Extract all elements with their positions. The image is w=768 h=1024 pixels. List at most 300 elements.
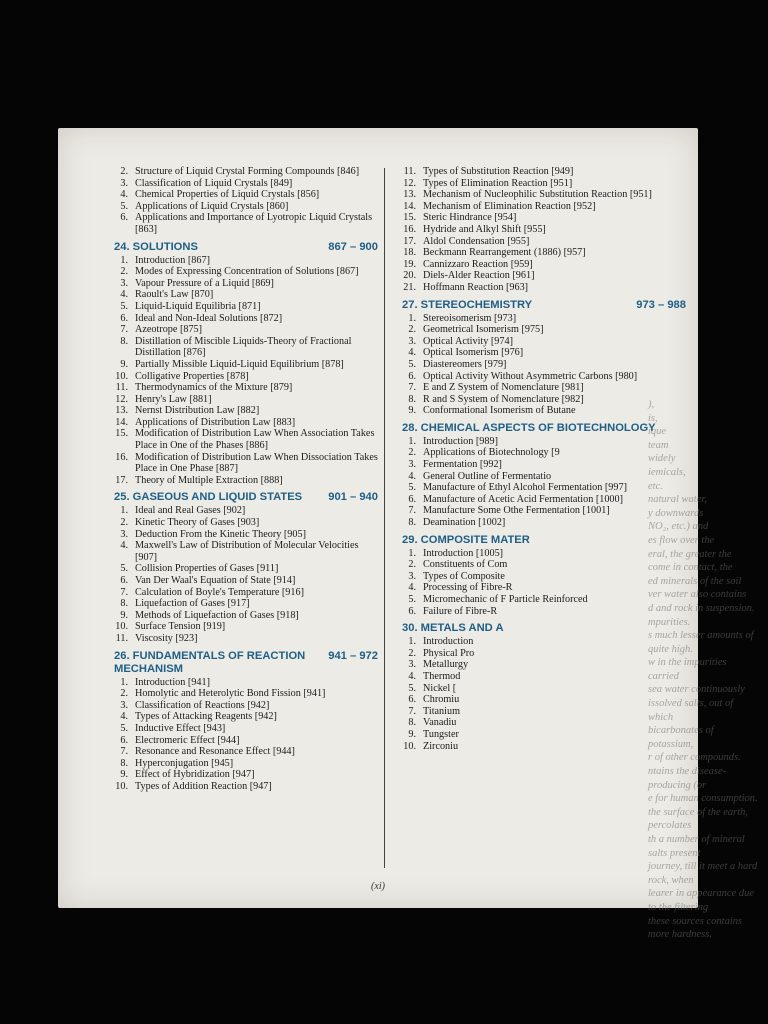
- section-page-range: 973 – 988: [636, 298, 686, 311]
- entry-title: Manufacture of Acetic Acid Fermentation [1000]: [423, 493, 624, 505]
- entry-title: Homolytic and Heterolytic Bond Fission [941]: [135, 688, 326, 700]
- entry-title: Mechanism of Elimination Reaction [952]: [423, 200, 596, 212]
- entry-title: Geometrical Isomerism [975]: [423, 324, 544, 336]
- toc-entry: [108, 178, 378, 190]
- entry-title: Effect of Hybridization [947]: [135, 769, 255, 781]
- toc-entry: [396, 683, 686, 695]
- bleed-line: NO₂, etc.) and: [648, 521, 709, 533]
- toc-entry: [108, 475, 378, 487]
- entry-number: 8.: [120, 335, 128, 347]
- bleed-line: natural water,: [648, 494, 707, 506]
- toc-entry: [108, 452, 378, 475]
- entry-title: Cannizzaro Reaction [959]: [423, 258, 533, 270]
- entry-number: 5.: [120, 200, 128, 212]
- entry-title: Types of Substitution Reaction [949]: [423, 166, 574, 177]
- toc-entry: [396, 636, 686, 648]
- entry-number: 9.: [120, 609, 128, 621]
- entry-number: 13.: [403, 189, 416, 201]
- bleed-line: ntains the disease-producing (or: [648, 766, 727, 791]
- entry-title: Types of Composite: [423, 570, 505, 582]
- toc-entry: [108, 405, 378, 417]
- toc-entry: [396, 606, 686, 618]
- entry-title: Metallurgy: [423, 659, 469, 671]
- entry-number: 3.: [120, 277, 128, 289]
- toc-entry: [396, 559, 686, 571]
- toc-entry: [108, 711, 378, 723]
- section-heading: [108, 650, 378, 676]
- toc-entry: [108, 382, 378, 394]
- bleed-line: issolved salts, out of which: [648, 698, 734, 723]
- toc-entry: [396, 166, 686, 178]
- entry-title: Mechanism of Nucleophilic Substitution Reaction [951]: [423, 189, 652, 201]
- toc-entry: [108, 598, 378, 610]
- toc-entry: [108, 189, 378, 201]
- entry-title: Diastereomers [979]: [423, 358, 507, 370]
- entry-number: 5.: [120, 722, 128, 734]
- entry-title: Partially Missible Liquid-Liquid Equilibrium [878]: [135, 358, 344, 370]
- toc-entry: [396, 324, 686, 336]
- entry-title: Colligative Properties [878]: [135, 370, 249, 382]
- entry-number: 2.: [408, 559, 416, 571]
- toc-entry: [108, 278, 378, 290]
- section-title: 30. METALS AND A: [402, 622, 504, 635]
- toc-entry: [108, 505, 378, 517]
- toc-entry: [108, 289, 378, 301]
- toc-entry: [108, 371, 378, 383]
- toc-entry: [396, 347, 686, 359]
- entry-title: Chemical Properties of Liquid Crystals [856]: [135, 189, 320, 201]
- entry-title: E and Z System of Nomenclature [981]: [423, 382, 584, 394]
- entry-number: 1.: [408, 547, 416, 559]
- entry-title: Azeotrope [875]: [135, 324, 203, 336]
- section-title: 25. GASEOUS AND LIQUID STATES: [114, 491, 303, 504]
- entry-number: 10.: [115, 780, 128, 792]
- entry-number: 1.: [120, 505, 128, 517]
- section-heading: [396, 622, 686, 635]
- entry-number: 2.: [120, 517, 128, 529]
- entry-number: 2.: [120, 688, 128, 700]
- toc-entry: [396, 259, 686, 271]
- entry-title: Physical Pro: [423, 647, 475, 659]
- entry-number: 4.: [408, 670, 416, 682]
- toc-entry: [396, 694, 686, 706]
- toc-entry: [108, 324, 378, 336]
- entry-number: 9.: [120, 358, 128, 370]
- bleed-line: eral, the greater the: [648, 548, 732, 560]
- toc-entry: [396, 313, 686, 325]
- toc-entry: [396, 517, 686, 529]
- bleed-line: th a number of mineral salts present: [648, 834, 745, 859]
- entry-number: 6.: [120, 575, 128, 586]
- entry-title: Types of Addition Reaction [947]: [135, 780, 272, 792]
- toc-entry: [396, 447, 686, 459]
- entry-title: Thermodynamics of the Mixture [879]: [135, 382, 293, 394]
- entry-number: 16.: [403, 223, 416, 235]
- entry-number: 8.: [408, 717, 416, 729]
- entry-title: Resonance and Resonance Effect [944]: [135, 746, 295, 758]
- entry-number: 6.: [120, 212, 128, 224]
- toc-entry: [396, 236, 686, 248]
- bleed-line: e for human consumption.: [648, 793, 758, 805]
- toc-entry: [396, 471, 686, 483]
- toc-left-column: [108, 166, 378, 793]
- entry-number: 1.: [120, 676, 128, 688]
- entry-number: 9.: [408, 405, 416, 417]
- entry-number: 5.: [120, 300, 128, 312]
- toc-entry: [108, 781, 378, 793]
- entry-number: 5.: [408, 594, 416, 605]
- entry-title: Types of Elimination Reaction [951]: [423, 177, 573, 189]
- toc-entry: [396, 224, 686, 236]
- bleed-line: etc.: [648, 480, 663, 492]
- entry-number: 3.: [120, 177, 128, 189]
- bleed-line: is,: [648, 412, 658, 424]
- toc-entry: [108, 575, 378, 587]
- bleed-line: team: [648, 439, 669, 451]
- entry-number: 1.: [120, 254, 128, 266]
- entry-number: 12.: [403, 177, 416, 189]
- entry-number: 7.: [120, 324, 128, 336]
- entry-title: Theory of Multiple Extraction [888]: [135, 474, 283, 486]
- entry-number: 3.: [408, 335, 416, 347]
- entry-title: Tungster: [423, 728, 459, 740]
- entry-title: Hydride and Alkyl Shift [955]: [423, 223, 546, 235]
- toc-entry: [108, 700, 378, 712]
- entry-title: Titanium: [423, 705, 460, 717]
- toc-entry: [396, 459, 686, 471]
- toc-entry: [108, 266, 378, 278]
- bleed-line: w in the impurities carried: [648, 657, 727, 682]
- entry-number: 7.: [120, 746, 128, 758]
- entry-number: 2.: [120, 266, 128, 278]
- entry-number: 6.: [120, 312, 128, 324]
- entry-number: 3.: [120, 528, 128, 540]
- entry-number: 5.: [408, 682, 416, 694]
- bleed-line: sea water continuously: [648, 684, 745, 696]
- entry-title: R and S System of Nomenclature [982]: [423, 393, 584, 405]
- entry-title: Inductive Effect [943]: [135, 722, 226, 734]
- entry-number: 9.: [120, 769, 128, 781]
- toc-entry: [396, 212, 686, 224]
- toc-entry: [396, 717, 686, 729]
- entry-number: 6.: [120, 734, 128, 746]
- entry-number: 14.: [115, 416, 128, 428]
- entry-title: Micromechanic of F Particle Reinforced: [423, 594, 588, 605]
- entry-number: 13.: [115, 405, 128, 417]
- entry-title: Chromiu: [423, 694, 460, 706]
- entry-number: 4.: [408, 582, 416, 594]
- entry-title: Introduction [867]: [135, 254, 210, 266]
- entry-number: 21.: [403, 281, 416, 293]
- toc-entry: [108, 417, 378, 429]
- entry-number: 6.: [408, 694, 416, 706]
- entry-number: 5.: [408, 482, 416, 494]
- page-number: (xi): [371, 881, 385, 892]
- entry-title: Applications of Distribution Law [883]: [135, 416, 296, 428]
- toc-entry: [108, 621, 378, 633]
- toc-entry: [108, 735, 378, 747]
- toc-entry: [108, 529, 378, 541]
- entry-number: 16.: [115, 451, 128, 463]
- entry-title: Ideal and Real Gases [902]: [135, 505, 246, 517]
- toc-entry: [108, 758, 378, 770]
- entry-title: Electromeric Effect [944]: [135, 734, 240, 746]
- entry-title: Constituents of Com: [423, 559, 508, 571]
- entry-number: 4.: [408, 470, 416, 482]
- entry-title: Calculation of Boyle's Temperature [916]: [135, 586, 304, 598]
- bleed-line: ver water also contains: [648, 589, 747, 601]
- toc-entry: [108, 166, 378, 178]
- toc-entry: [108, 313, 378, 325]
- entry-number: 12.: [115, 393, 128, 405]
- bleed-line: these sources contains more hardness.: [648, 915, 743, 941]
- entry-title: Optical Isomerism [976]: [423, 347, 524, 359]
- bleed-line: y downwards: [648, 507, 704, 519]
- entry-title: Introduction [989]: [423, 435, 498, 447]
- entry-title: Steric Hindrance [954]: [423, 212, 517, 224]
- toc-entry: [396, 371, 686, 383]
- entry-number: 15.: [115, 428, 128, 440]
- entry-number: 10.: [115, 621, 128, 633]
- entry-number: 8.: [120, 757, 128, 769]
- toc-entry: [108, 428, 378, 451]
- bleed-line: ique: [648, 426, 667, 438]
- entry-title: Vapour Pressure of a Liquid [869]: [135, 277, 274, 289]
- section-page-range: 941 – 972: [328, 649, 378, 662]
- toc-entry: [108, 610, 378, 622]
- entry-title: Surface Tension [919]: [135, 621, 226, 633]
- entry-number: 8.: [120, 598, 128, 610]
- entry-title: Fermentation [992]: [423, 459, 502, 471]
- entry-title: Types of Attacking Reagents [942]: [135, 711, 277, 723]
- bleed-line: learer in appearance due to the filtering: [648, 888, 755, 913]
- entry-title: Van Der Waal's Equation of State [914]: [135, 575, 296, 586]
- entry-number: 6.: [408, 493, 416, 505]
- entry-title: General Outline of Fermentatio: [423, 470, 552, 482]
- toc-entry: [396, 671, 686, 683]
- toc-entry: [396, 189, 686, 201]
- section-title: 29. COMPOSITE MATER: [402, 533, 530, 546]
- entry-title: Modification of Distribution Law When Association Takes Place in One of the Phases [886]: [135, 428, 375, 452]
- bleed-line: es flow over the: [648, 534, 715, 546]
- entry-title: Liquefaction of Gases [917]: [135, 598, 250, 610]
- entry-title: Modification of Distribution Law When Dissociation Takes Place in One Phase [887]: [135, 451, 378, 475]
- entry-title: Classification of Reactions [942]: [135, 699, 270, 711]
- entry-number: 11.: [115, 632, 128, 644]
- toc-entry: [108, 359, 378, 371]
- toc-entry: [396, 482, 686, 494]
- bleed-line: s much lesser amounts of: [648, 630, 754, 642]
- toc-entry: [396, 201, 686, 213]
- toc-entry: [396, 594, 686, 606]
- toc-entry: [108, 301, 378, 313]
- entry-number: 7.: [408, 505, 416, 517]
- toc-entry: [108, 587, 378, 599]
- section-heading: [108, 491, 378, 504]
- entry-title: Ideal and Non-Ideal Solutions [872]: [135, 312, 283, 324]
- entry-number: 3.: [120, 699, 128, 711]
- entry-number: 15.: [403, 212, 416, 224]
- toc-entry: [396, 382, 686, 394]
- toc-entry: [108, 723, 378, 735]
- entry-title: Vanadiu: [423, 717, 457, 729]
- entry-title: Introduction [941]: [135, 676, 210, 688]
- bleed-line: widely: [648, 453, 676, 465]
- entry-number: 7.: [120, 586, 128, 598]
- entry-number: 7.: [408, 705, 416, 717]
- toc-entry: [108, 769, 378, 781]
- entry-number: 5.: [120, 563, 128, 575]
- entry-number: 10.: [403, 740, 416, 752]
- bleed-line: bicarbonates of potassium,: [648, 725, 714, 750]
- toc-entry: [108, 394, 378, 406]
- toc-entry: [108, 677, 378, 689]
- toc-entry: [108, 563, 378, 575]
- section-title: 27. STEREOCHEMISTRY: [402, 298, 533, 311]
- entry-number: 2.: [408, 647, 416, 659]
- entry-title: Henry's Law [881]: [135, 393, 212, 405]
- toc-entry: [108, 255, 378, 267]
- entry-title: Collision Properties of Gases [911]: [135, 563, 279, 575]
- section-title: 24. SOLUTIONS: [114, 240, 198, 253]
- entry-title: Deduction From the Kinetic Theory [905]: [135, 528, 306, 540]
- entry-title: Methods of Liquefaction of Gases [918]: [135, 609, 299, 621]
- entry-number: 11.: [403, 166, 416, 177]
- toc-entry: [108, 540, 378, 563]
- entry-title: Hyperconjugation [945]: [135, 757, 234, 769]
- entry-number: 19.: [403, 258, 416, 270]
- entry-title: Manufacture of Ethyl Alcohol Fermentation [997]: [423, 482, 627, 494]
- entry-number: 20.: [403, 270, 416, 282]
- toc-entry: [396, 270, 686, 282]
- bleed-line: ),: [648, 399, 655, 410]
- entry-title: Beckmann Rearrangement (1886) [957]: [423, 247, 586, 259]
- entry-title: Stereoisomerism [973]: [423, 312, 517, 324]
- entry-number: 5.: [408, 358, 416, 370]
- bleed-line: iemicals,: [648, 466, 686, 478]
- toc-entry: [396, 505, 686, 517]
- toc-entry: [396, 178, 686, 190]
- entry-title: Deamination [1002]: [423, 517, 506, 529]
- section-page-range: 867 – 900: [328, 240, 378, 253]
- entry-number: 11.: [115, 382, 128, 394]
- toc-entry: [108, 746, 378, 758]
- entry-title: Conformational Isomerism of Butane: [423, 405, 576, 417]
- toc-entry: [396, 394, 686, 406]
- entry-title: Diels-Alder Reaction [961]: [423, 270, 535, 282]
- entry-title: Kinetic Theory of Gases [903]: [135, 517, 260, 529]
- toc-entry: [396, 659, 686, 671]
- entry-title: Optical Activity [974]: [423, 335, 513, 347]
- toc-entry: [108, 688, 378, 700]
- toc-entry: [108, 633, 378, 645]
- toc-entry: [108, 517, 378, 529]
- entry-title: Liquid-Liquid Equilibria [871]: [135, 300, 261, 312]
- entry-title: Viscosity [923]: [135, 632, 198, 644]
- entry-number: 1.: [408, 435, 416, 447]
- entry-number: 1.: [408, 636, 416, 648]
- toc-entry: [396, 741, 686, 753]
- toc-entry: [396, 436, 686, 448]
- entry-title: Applications of Biotechnology [9: [423, 447, 560, 459]
- entry-title: Introduction: [423, 636, 474, 648]
- entry-number: 1.: [408, 312, 416, 324]
- section-heading: [396, 422, 686, 435]
- entry-title: Thermod: [423, 670, 461, 682]
- bleed-line: mpurities.: [648, 616, 691, 628]
- section-title: 26. FUNDAMENTALS OF REACTION MECHANISM: [114, 649, 306, 675]
- entry-title: Classification of Liquid Crystals [849]: [135, 177, 293, 189]
- section-page-range: 901 – 940: [328, 491, 378, 504]
- book-page: [58, 128, 758, 941]
- entry-title: Processing of Fibre-R: [423, 582, 513, 594]
- entry-title: Modes of Expressing Concentration of Solutions [867]: [135, 266, 359, 278]
- entry-number: 2.: [408, 324, 416, 336]
- entry-number: 4.: [120, 711, 128, 723]
- column-divider: [384, 168, 385, 868]
- entry-title: Optical Activity Without Asymmetric Carbons [980]: [423, 370, 638, 382]
- entry-title: Distillation of Miscible Liquids-Theory of Fractional Distillation [876]: [135, 335, 352, 359]
- entry-title: Structure of Liquid Crystal Forming Compounds [846]: [135, 166, 360, 177]
- entry-title: Applications of Liquid Crystals [860]: [135, 200, 289, 212]
- toc-entry: [396, 582, 686, 594]
- bleed-line: the surface of the earth, percolates: [648, 806, 749, 832]
- entry-title: Zirconiu: [423, 740, 459, 752]
- entry-number: 2.: [120, 166, 128, 177]
- entry-number: 4.: [120, 189, 128, 201]
- bleed-line: ed minerals of the soil: [648, 575, 742, 587]
- toc-entry: [108, 336, 378, 359]
- entry-title: Introduction [1005]: [423, 547, 504, 559]
- entry-number: 3.: [408, 659, 416, 671]
- entry-number: 4.: [120, 540, 128, 552]
- entry-number: 2.: [408, 447, 416, 459]
- toc-entry: [108, 201, 378, 213]
- entry-number: 6.: [408, 605, 416, 617]
- entry-number: 10.: [115, 370, 128, 382]
- entry-title: Aldol Condensation [955]: [423, 235, 530, 247]
- entry-title: Raoult's Law [870]: [135, 289, 214, 301]
- toc-entry: [396, 494, 686, 506]
- section-heading: [108, 241, 378, 254]
- section-title: 28. CHEMICAL ASPECTS OF BIOTECHNOLOGY: [402, 421, 656, 434]
- entry-number: 17.: [403, 235, 416, 247]
- toc-entry: [396, 648, 686, 660]
- entry-title: Nickel [: [423, 682, 457, 694]
- bleed-through-text: [648, 398, 758, 941]
- entry-number: 14.: [403, 200, 416, 212]
- entry-number: 9.: [408, 728, 416, 740]
- entry-number: 17.: [115, 474, 128, 486]
- bleed-line: d and rock in suspension.: [648, 602, 755, 614]
- section-heading: [396, 299, 686, 312]
- bleed-line: come in contact, the: [648, 562, 733, 574]
- toc-entry: [396, 571, 686, 583]
- toc-entry: [108, 212, 378, 235]
- toc-entry: [396, 247, 686, 259]
- entry-number: 4.: [408, 347, 416, 359]
- entry-title: Applications and Importance of Lyotropic Liquid Crystals [863]: [135, 212, 373, 235]
- bleed-line: r of other compounds.: [648, 752, 741, 764]
- entry-number: 8.: [408, 517, 416, 529]
- bleed-line: journey, till it meet a hard rock, when: [648, 861, 758, 886]
- section-heading: [396, 534, 686, 547]
- toc-entry: [396, 405, 686, 417]
- toc-entry: [396, 729, 686, 741]
- entry-title: Maxwell's Law of Distribution of Molecular Velocities [907]: [135, 540, 359, 563]
- entry-title: Hoffmann Reaction [963]: [423, 281, 529, 293]
- toc-entry: [396, 359, 686, 371]
